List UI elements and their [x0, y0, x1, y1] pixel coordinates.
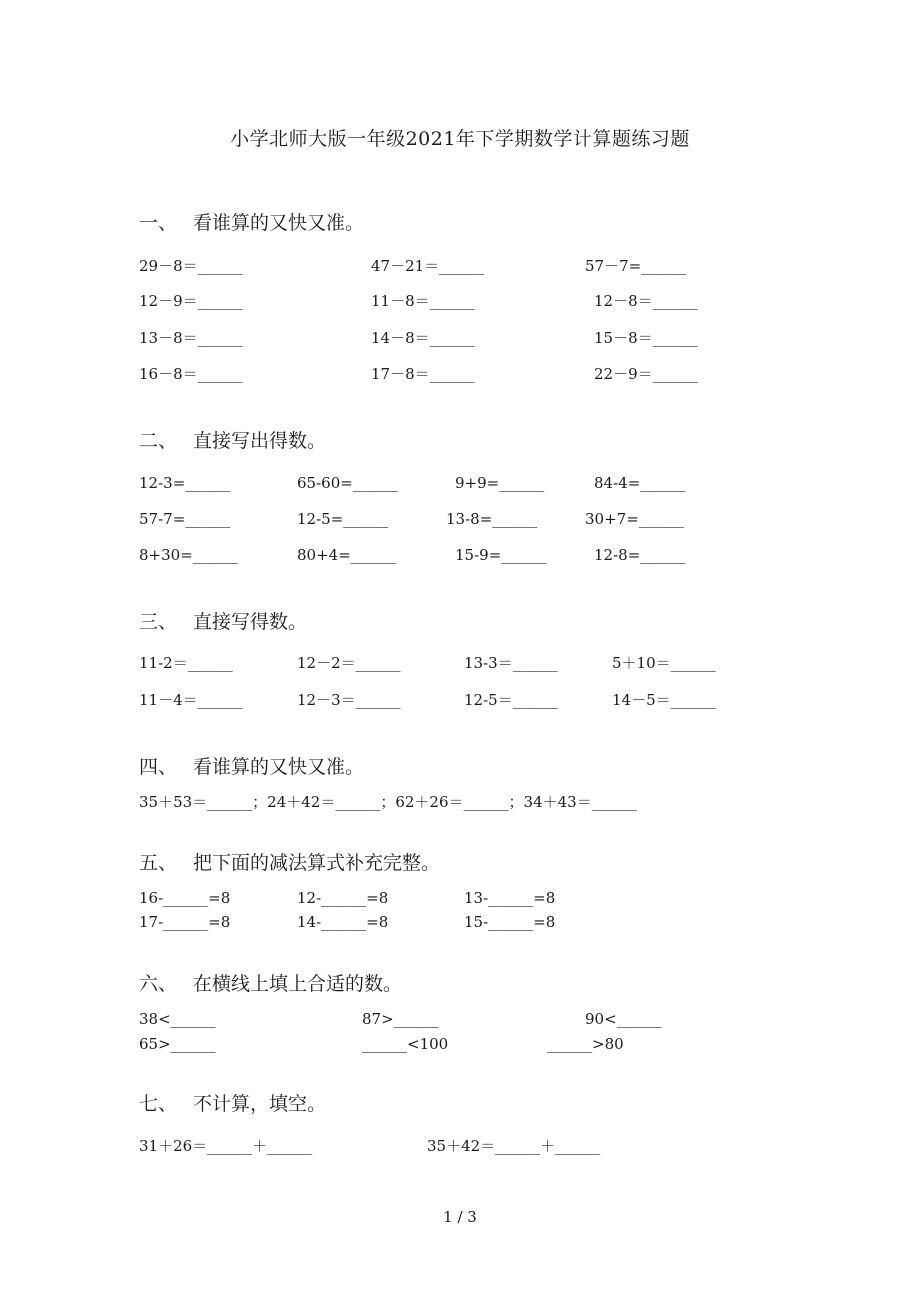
section-text: 看谁算的又快又准。: [193, 212, 365, 234]
section-number: 七、: [139, 1093, 178, 1115]
problem[interactable]: 12-3=______: [139, 474, 231, 492]
problem[interactable]: 35＋42＝______＋______: [427, 1137, 601, 1155]
section-number: 三、: [139, 611, 178, 633]
problem[interactable]: ______<100: [362, 1035, 449, 1053]
section-text: 把下面的减法算式补充完整。: [193, 852, 441, 874]
problem[interactable]: 12-5=______: [297, 510, 389, 528]
problem[interactable]: 31＋26＝______＋______: [139, 1137, 313, 1155]
problem[interactable]: 87>______: [362, 1010, 439, 1028]
problem[interactable]: 90<______: [585, 1010, 662, 1028]
section-text: 在横线上填上合适的数。: [193, 973, 403, 995]
problem[interactable]: 13-3＝______: [464, 654, 558, 672]
problem[interactable]: 65>______: [139, 1035, 216, 1053]
problem[interactable]: 47－21＝______: [371, 257, 485, 275]
problem[interactable]: 13-8=______: [446, 510, 538, 528]
problem[interactable]: 14－5＝______: [612, 691, 716, 709]
problem[interactable]: 12-8=______: [594, 546, 686, 564]
problem[interactable]: 65-60=______: [297, 474, 398, 492]
problem[interactable]: 17-______=8: [139, 913, 231, 931]
problem[interactable]: 14-______=8: [297, 913, 389, 931]
problem[interactable]: 12-______=8: [297, 889, 389, 907]
problem[interactable]: 15-9=______: [455, 546, 547, 564]
problem[interactable]: 30+7=______: [585, 510, 684, 528]
problem[interactable]: 12-5＝______: [464, 691, 558, 709]
problem[interactable]: 17－8＝______: [371, 365, 475, 383]
problem[interactable]: 12－9＝______: [139, 292, 243, 310]
problem[interactable]: 84-4=______: [594, 474, 686, 492]
problem[interactable]: 11－8＝______: [371, 292, 475, 310]
problem[interactable]: 57－7=______: [585, 257, 687, 275]
problem[interactable]: 12－8＝______: [594, 292, 698, 310]
problem[interactable]: 8+30=______: [139, 546, 238, 564]
problem[interactable]: 13－8＝______: [139, 329, 243, 347]
section-text: 直接写出得数。: [193, 430, 327, 452]
problem[interactable]: 35＋53＝______；24＋42＝______；62＋26＝______；34＋43＝______: [139, 793, 637, 811]
section-4-heading: [139, 752, 364, 779]
section-6-heading: [139, 969, 402, 996]
section-2-heading: [139, 426, 326, 453]
problem[interactable]: 22－9＝______: [594, 365, 698, 383]
problem[interactable]: 15-______=8: [464, 913, 556, 931]
problem[interactable]: 12－2＝______: [297, 654, 401, 672]
problem[interactable]: 57-7=______: [139, 510, 231, 528]
problem[interactable]: 38<______: [139, 1010, 216, 1028]
section-number: 二、: [139, 430, 178, 452]
page-title: 小学北师大版一年级2021年下学期数学计算题练习题: [230, 128, 690, 150]
section-number: 一、: [139, 212, 178, 234]
section-3-heading: [139, 607, 307, 634]
page-number: 1 / 3: [443, 1208, 477, 1226]
section-7-heading: [139, 1089, 326, 1116]
problem[interactable]: 15－8＝______: [594, 329, 698, 347]
section-number: 六、: [139, 973, 178, 995]
problem[interactable]: 11-2＝______: [139, 654, 233, 672]
section-number: 四、: [139, 756, 178, 778]
section-text: 看谁算的又快又准。: [193, 756, 365, 778]
problem[interactable]: 16-______=8: [139, 889, 231, 907]
problem[interactable]: 11－4＝______: [139, 691, 243, 709]
problem[interactable]: 13-______=8: [464, 889, 556, 907]
section-5-heading: [139, 848, 440, 875]
problem[interactable]: 29－8＝______: [139, 257, 243, 275]
section-text: 直接写得数。: [193, 611, 308, 633]
problem[interactable]: ______>80: [547, 1035, 624, 1053]
problem[interactable]: 5＋10＝______: [612, 654, 716, 672]
problem[interactable]: 14－8＝______: [371, 329, 475, 347]
section-1-heading: [139, 208, 364, 235]
problem[interactable]: 16－8＝______: [139, 365, 243, 383]
section-text: 不计算，填空。: [193, 1093, 327, 1115]
section-number: 五、: [139, 852, 178, 874]
problem[interactable]: 80+4=______: [297, 546, 396, 564]
problem[interactable]: 12－3＝______: [297, 691, 401, 709]
problem[interactable]: 9+9=______: [455, 474, 545, 492]
